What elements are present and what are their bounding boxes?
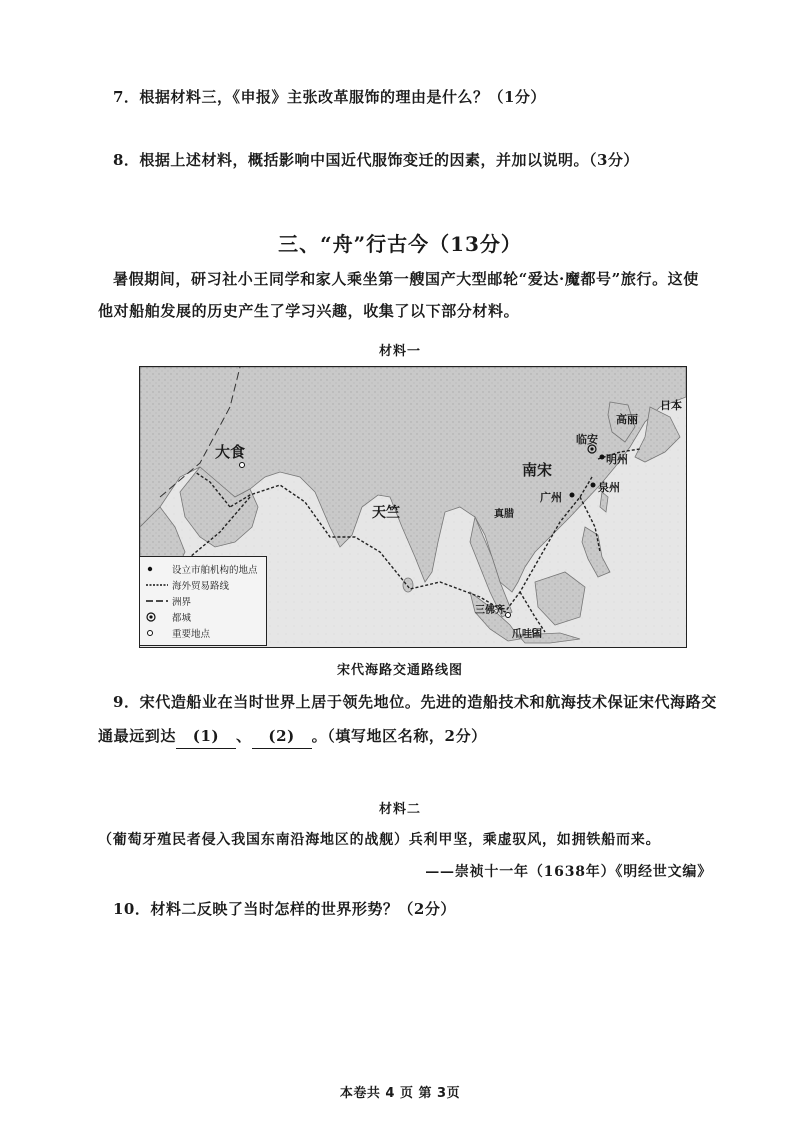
answer-blank-2[interactable]: (2) bbox=[252, 724, 312, 749]
legend-label: 重要地点 bbox=[172, 629, 211, 640]
dot-icon bbox=[146, 565, 164, 573]
q9-prefix: 通最远到达 bbox=[98, 727, 177, 745]
intro-line-2: 他对船舶发展的历史产生了学习兴趣，收集了以下部分材料。 bbox=[98, 302, 520, 320]
question-9-line-1: 9．宋代造船业在当时世界上居于领先地位。先进的造船技术和航海技术保证宋代海路交 bbox=[113, 693, 717, 711]
label-tianzhu: 天竺 bbox=[372, 505, 400, 521]
legend-label: 设立市舶机构的地点 bbox=[172, 565, 258, 576]
question-7: 7．根据材料三，《申报》主张改革服饰的理由是什么？（1分） bbox=[113, 88, 546, 106]
legend-label: 洲界 bbox=[172, 597, 192, 608]
label-gaoli: 高丽 bbox=[616, 413, 638, 426]
question-10: 10．材料二反映了当时怎样的世界形势？（2分） bbox=[113, 900, 456, 918]
label-linan: 临安 bbox=[576, 433, 598, 446]
legend-row bbox=[146, 609, 260, 625]
label-dashi: 大食 bbox=[215, 443, 246, 461]
material-2-quote: （葡萄牙殖民者侵入我国东南沿海地区的战舰）兵利甲坚，乘虚驭风，如拥铁船而来。 bbox=[98, 832, 661, 848]
material-2-label: 材料二 bbox=[378, 802, 421, 817]
label-mingzhou: 明州 bbox=[606, 453, 628, 466]
question-8: 8．根据上述材料，概括影响中国近代服饰变迁的因素，并加以说明。（3分） bbox=[113, 151, 639, 169]
dashed-line-icon bbox=[146, 581, 168, 589]
capital-icon bbox=[146, 612, 164, 622]
intro-line-1: 暑假期间，研习社小王同学和家人乘坐第一艘国产大型邮轮“爱达·魔都号”旅行。这使 bbox=[113, 270, 699, 288]
label-quanzhou: 泉州 bbox=[598, 481, 620, 494]
map-caption: 宋代海路交通路线图 bbox=[336, 663, 463, 678]
circle-icon bbox=[146, 629, 164, 637]
answer-blank-1[interactable]: (1) bbox=[176, 724, 236, 749]
page-footer: 本卷共 4 页 第 3页 bbox=[339, 1086, 461, 1101]
legend-label: 都城 bbox=[172, 613, 192, 624]
section-title: 三、“舟”行古今（13分） bbox=[278, 232, 522, 256]
q9-separator: 、 bbox=[236, 727, 252, 745]
map-legend bbox=[139, 556, 267, 646]
question-9-line-2 bbox=[98, 724, 487, 749]
legend-row bbox=[146, 593, 260, 609]
legend-row bbox=[146, 625, 260, 641]
label-sanfoqi: 三佛齐 bbox=[475, 605, 505, 616]
marker-guangzhou bbox=[570, 493, 575, 498]
marker-mingzhou bbox=[600, 455, 605, 460]
legend-label: 海外贸易路线 bbox=[172, 581, 230, 592]
label-zhaowa: 爪哇国 bbox=[512, 629, 542, 640]
label-riben: 日本 bbox=[660, 399, 682, 412]
legend-row bbox=[146, 561, 260, 577]
q9-suffix: 。（填写地区名称，2分） bbox=[311, 727, 487, 745]
material-2-source: ——崇祯十一年（1638年）《明经世文编》 bbox=[425, 864, 712, 880]
marker-quanzhou bbox=[591, 483, 596, 488]
material-1-label: 材料一 bbox=[378, 344, 421, 359]
label-zhenla: 真腊 bbox=[494, 509, 514, 520]
label-guangzhou: 广州 bbox=[540, 491, 562, 504]
legend-row bbox=[146, 577, 260, 593]
label-nansong: 南宋 bbox=[522, 461, 553, 479]
dash-line-icon bbox=[146, 597, 168, 605]
sri-lanka bbox=[403, 578, 413, 592]
